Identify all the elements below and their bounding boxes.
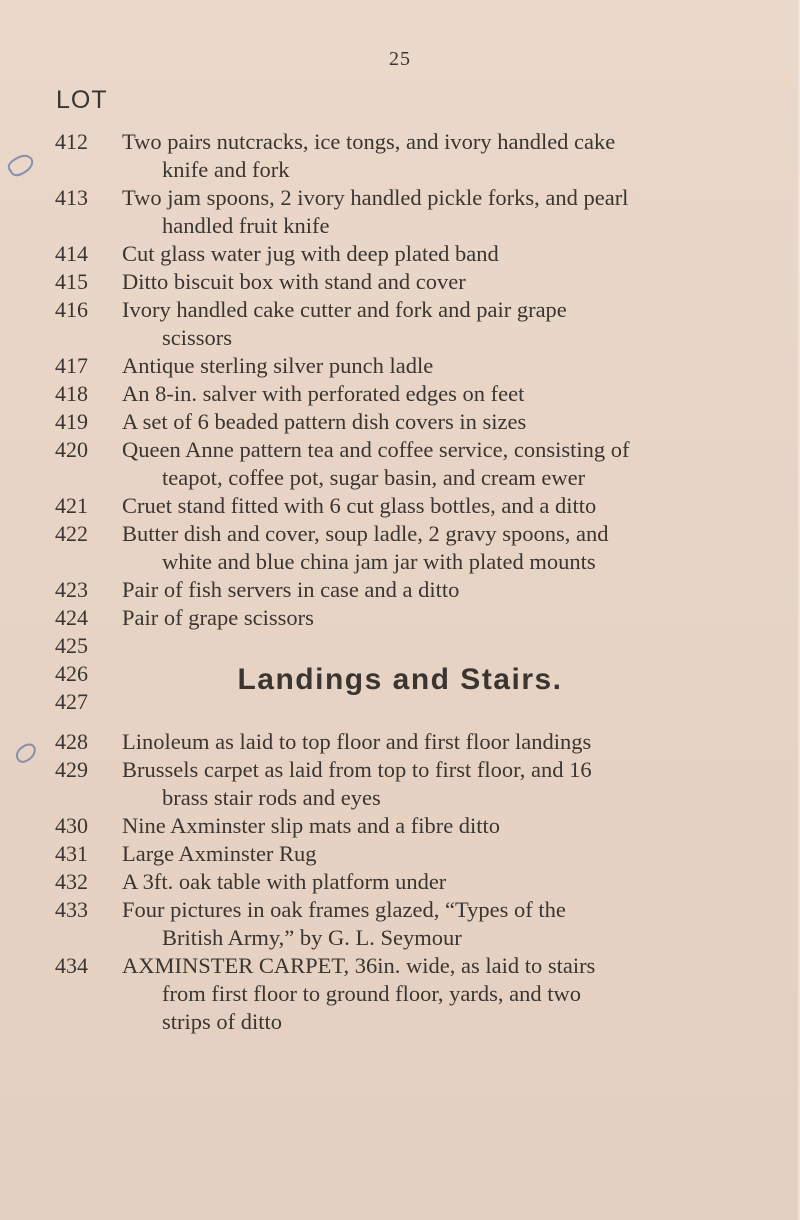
description-line: Ivory handled cake cutter and fork and pair grape <box>122 297 567 322</box>
lot-description <box>122 128 722 184</box>
lot-description <box>122 632 722 660</box>
description-line: Butter dish and cover, soup ladle, 2 gravy spoons, and <box>122 521 609 546</box>
description-line: Two jam spoons, 2 ivory handled pickle forks, and pearl <box>122 185 629 210</box>
lot-entry <box>0 632 800 660</box>
lot-number: 416 <box>55 297 88 322</box>
description-line: teapot, coffee pot, sugar basin, and cream ewer <box>162 465 586 490</box>
lot-description <box>122 380 722 408</box>
lot-entry <box>0 408 800 436</box>
lot-number: 422 <box>55 521 88 546</box>
lot-number: 423 <box>55 577 88 602</box>
lot-description <box>122 352 722 380</box>
lot-entry <box>0 492 800 520</box>
lot-description <box>122 268 722 296</box>
lot-entry <box>0 184 800 240</box>
lot-entry <box>0 296 800 352</box>
lot-entry <box>0 268 800 296</box>
lot-number: 430 <box>55 813 88 838</box>
description-line: Four pictures in oak frames glazed, “Types of the <box>122 897 566 922</box>
section-heading: Landings and Stairs. <box>237 663 563 696</box>
lot-number: 426 <box>55 661 88 686</box>
lot-description <box>122 240 722 268</box>
lot-number: 415 <box>55 269 88 294</box>
lot-number: 421 <box>55 493 88 518</box>
description-line: A 3ft. oak table with platform under <box>122 869 447 894</box>
lot-number: 420 <box>55 437 88 462</box>
description-line: Linoleum as laid to top floor and first floor landings <box>122 729 592 754</box>
lot-entry <box>0 756 800 812</box>
description-line: strips of ditto <box>162 1009 283 1034</box>
description-line: scissors <box>162 325 233 350</box>
lot-number: 419 <box>55 409 88 434</box>
description-line: Queen Anne pattern tea and coffee service, consisting of <box>122 437 630 462</box>
lot-entry <box>0 240 800 268</box>
description-line <box>122 632 722 660</box>
description-line: knife and fork <box>162 157 290 182</box>
lot-entry <box>0 896 800 952</box>
description-line: handled fruit knife <box>162 213 330 238</box>
lot-column-header: LOT <box>56 86 108 114</box>
description-line: Ditto biscuit box with stand and cover <box>122 269 466 294</box>
lot-entry <box>0 576 800 604</box>
lot-description <box>122 896 722 952</box>
lot-entry <box>0 520 800 576</box>
lot-entry <box>0 604 800 632</box>
lot-number: 417 <box>55 353 88 378</box>
lot-number: 428 <box>55 729 88 754</box>
lot-entry <box>0 952 800 1036</box>
lot-number: 424 <box>55 605 88 630</box>
description-line: Pair of fish servers in case and a ditto <box>122 577 460 602</box>
description-line: white and blue china jam jar with plated mounts <box>162 549 596 574</box>
lot-number: 429 <box>55 757 88 782</box>
description-line: A set of 6 beaded pattern dish covers in sizes <box>122 409 527 434</box>
lot-description <box>122 184 722 240</box>
lot-description <box>122 812 722 840</box>
lot-description <box>122 728 722 756</box>
lot-entry <box>0 380 800 408</box>
lot-description <box>122 408 722 436</box>
lot-description <box>122 604 722 632</box>
lot-number: 413 <box>55 185 88 210</box>
lot-entry <box>0 352 800 380</box>
description-line: Antique sterling silver punch ladle <box>122 353 434 378</box>
lot-number: 432 <box>55 869 88 894</box>
description-line: Pair of grape scissors <box>122 605 314 630</box>
lot-number: 425 <box>55 633 88 658</box>
lot-description <box>122 576 722 604</box>
description-line: from first floor to ground floor, yards, and two <box>162 981 582 1006</box>
lot-number: 412 <box>55 129 88 154</box>
page-number: 25 <box>389 48 411 70</box>
lot-number: 414 <box>55 241 88 266</box>
lot-description <box>122 520 722 576</box>
description-line: Two pairs nutcracks, ice tongs, and ivory handled cake <box>122 129 616 154</box>
description-line: AXMINSTER CARPET, 36in. wide, as laid to stairs <box>122 953 596 978</box>
description-line: An 8-in. salver with perforated edges on feet <box>122 381 525 406</box>
lot-description <box>122 952 722 1036</box>
lot-number: 427 <box>55 689 88 714</box>
lot-description <box>122 756 722 812</box>
lot-number: 433 <box>55 897 88 922</box>
lot-description <box>122 436 722 492</box>
description-line: Cut glass water jug with deep plated band <box>122 241 499 266</box>
section-landings-and-stairs <box>0 728 800 1036</box>
description-line: Large Axminster Rug <box>122 841 317 866</box>
lot-entry <box>0 840 800 868</box>
lot-description <box>122 868 722 896</box>
lot-number: 434 <box>55 953 88 978</box>
description-line: Brussels carpet as laid from top to first floor, and 16 <box>122 757 592 782</box>
lot-entry <box>0 728 800 756</box>
lot-description <box>122 840 722 868</box>
lot-description <box>122 296 722 352</box>
lot-number: 431 <box>55 841 88 866</box>
lot-number: 418 <box>55 381 88 406</box>
section-tableware <box>0 128 800 716</box>
description-line: Cruet stand fitted with 6 cut glass bottles, and a ditto <box>122 493 597 518</box>
lot-entry <box>0 436 800 492</box>
description-line: Nine Axminster slip mats and a fibre ditto <box>122 813 501 838</box>
lot-entry <box>0 868 800 896</box>
lot-entry <box>0 812 800 840</box>
lot-description <box>122 492 722 520</box>
lot-entry <box>0 128 800 184</box>
description-line: brass stair rods and eyes <box>162 785 381 810</box>
description-line: British Army,” by G. L. Seymour <box>162 925 462 950</box>
